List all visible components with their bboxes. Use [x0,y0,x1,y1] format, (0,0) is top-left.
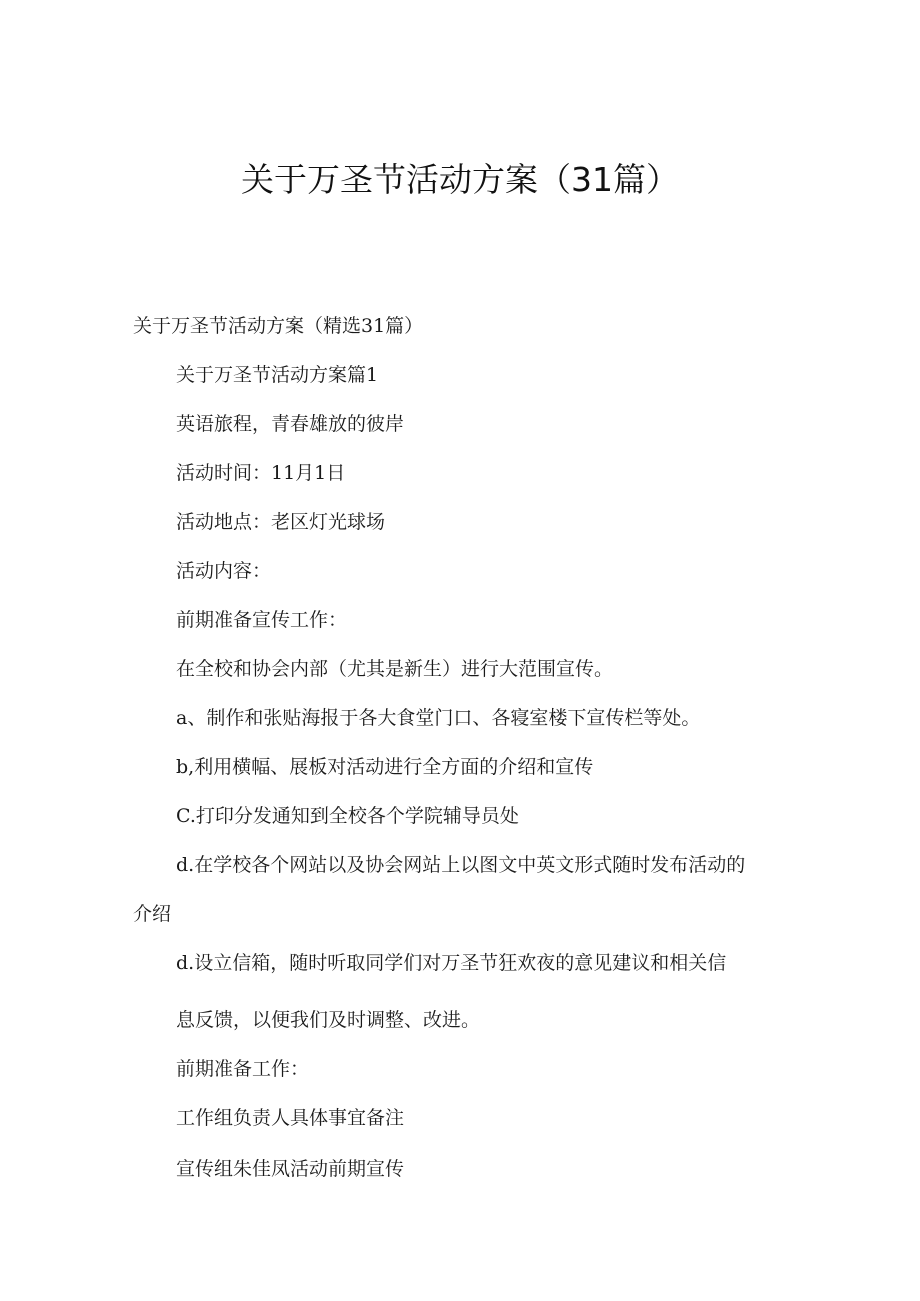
paragraph-line: 前期准备工作： [176,1058,310,1080]
paragraph-line: 活动地点：老区灯光球场 [176,511,386,533]
paragraph-line: 活动内容： [176,560,272,582]
section-heading: 关于万圣节活动方案篇1 [176,364,379,386]
paragraph-line: C.打印分发通知到全校各个学院辅导员处 [176,805,519,827]
document-title: 关于万圣节活动方案（31篇） [241,160,679,199]
paragraph-line: 息反馈，以便我们及时调整、改进。 [176,1009,481,1031]
paragraph-line: 前期准备宣传工作： [176,609,348,631]
paragraph-line: 宣传组朱佳凤活动前期宣传 [176,1158,405,1180]
paragraph-line: 在全校和协会内部（尤其是新生）进行大范围宣传。 [176,658,614,680]
paragraph-line: d.设立信箱，随时听取同学们对万圣节狂欢夜的意见建议和相关信 [176,952,727,974]
paragraph-line: b,利用横幅、展板对活动进行全方面的介绍和宣传 [176,756,594,778]
paragraph-line: a、制作和张贴海报于各大食堂门口、各寝室楼下宣传栏等处。 [176,707,701,729]
paragraph-line: d.在学校各个网站以及协会网站上以图文中英文形式随时发布活动的 [176,854,746,876]
paragraph-line: 工作组负责人具体事宜备注 [176,1107,405,1129]
paragraph-line: 活动时间：11月1日 [176,462,346,484]
document-subtitle: 关于万圣节活动方案（精选31篇） [133,315,424,337]
paragraph-line: 介绍 [133,903,172,925]
paragraph-line: 英语旅程，青春雄放的彼岸 [176,413,405,435]
